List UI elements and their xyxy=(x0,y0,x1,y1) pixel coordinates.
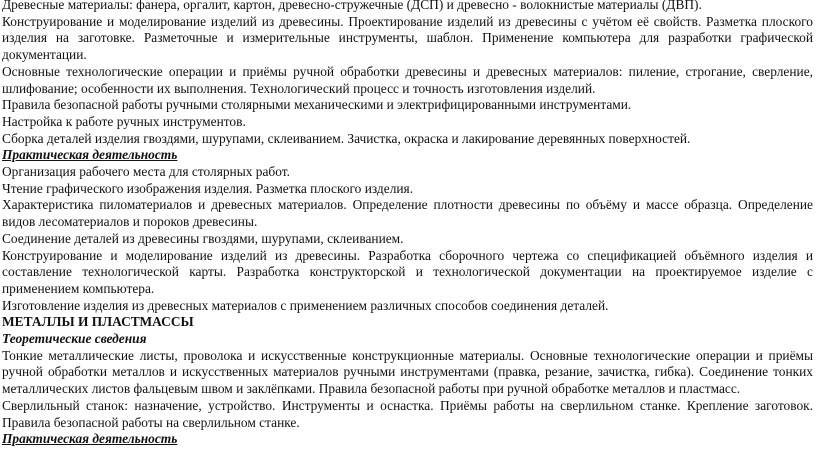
section-title-metals-plastics: МЕТАЛЛЫ И ПЛАСТМАССЫ xyxy=(2,314,194,330)
paragraph-processing-operations: Основные технологические операции и приёмы ручной обработки древесины и древесных материалов: пиление, строгание, сверление, шлифование; особенности их выполнения. Технологический процесс и точность изготовления изделий. xyxy=(2,63,813,96)
practical-item: Соединение деталей из древесины гвоздями, шурупами, склеиванием. xyxy=(2,230,404,246)
practical-item: Организация рабочего места для столярных работ. xyxy=(2,164,290,180)
paragraph-wood-materials: Древесные материалы: фанера, оргалит, картон, древесно-стружечные (ДСП) и древесно - волокнистые материалы (ДВП). xyxy=(2,0,702,12)
paragraph-safety-rules: Правила безопасной работы ручными столярными механическими и электрифицированными инструментами. xyxy=(2,97,632,113)
practical-item: Характеристика пиломатериалов и древесных материалов. Определение плотности древесины по объёму и массе образца. Определение видов лесоматериалов и пороков древесины. xyxy=(2,197,813,230)
paragraph-tool-setup: Настройка к работе ручных инструментов. xyxy=(2,113,246,129)
practical-item: Изготовление изделия из древесных материалов с применением различных способов соединения деталей. xyxy=(2,297,609,313)
document-page xyxy=(2,0,813,448)
paragraph-assembly: Сборка деталей изделия гвоздями, шурупами, склеиванием. Зачистка, окраска и лакирование деревянных поверхностей. xyxy=(2,130,691,146)
heading-theory: Теоретические сведения xyxy=(2,331,147,347)
heading-practical-activity: Практическая деятельность xyxy=(2,147,178,163)
theory-item: Сверлильный станок: назначение, устройство. Инструменты и оснастка. Приёмы работы на сверлильном станке. Крепление заготовок. Правила безопасной работы на сверлильном станке. xyxy=(2,397,813,430)
theory-item: Тонкие металлические листы, проволока и искусственные конструкционные материалы. Основные технологические операции и приёмы ручной обработки металлов и искусственных материалов ручными инструментами (правка, резание, зачистка, гибка). Соединение тонких металлических листов фальцевым швом и заклёпками. Правила безопасной работы при ручной обработке металлов и пластмасс. xyxy=(2,347,813,397)
practical-item: Чтение графического изображения изделия. Разметка плоского изделия. xyxy=(2,180,414,196)
paragraph-design-modeling: Конструирование и моделирование изделий из древесины. Проектирование изделий из древесины с учётом её свойств. Разметка плоского изделия на заготовке. Разметочные и измерительные инструменты, шаблон. Применение компьютера для разработки графической документации. xyxy=(2,13,813,63)
practical-item: Конструирование и моделирование изделий из древесины. Разработка сборочного чертежа со спецификацией объёмного изделия и составление технологической карты. Разработка конструкторской и технологической документации на проектируемое изделие с применением компьютера. xyxy=(2,247,813,296)
heading-practical-activity-2: Практическая деятельность xyxy=(2,431,178,447)
